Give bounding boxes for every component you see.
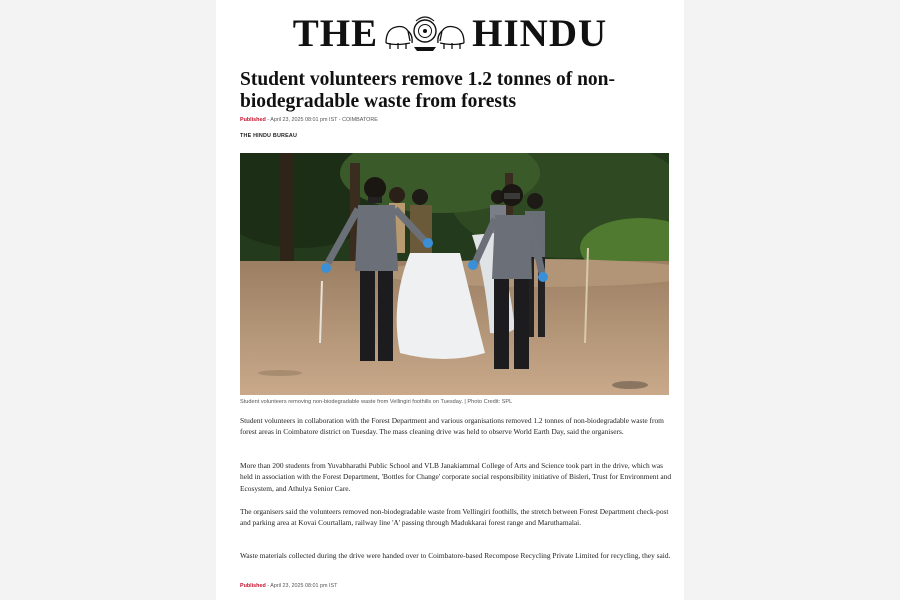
author-byline[interactable]: THE HINDU BUREAU bbox=[240, 133, 298, 139]
article-photo[interactable] bbox=[240, 153, 669, 395]
volunteers-photo-image bbox=[240, 153, 669, 395]
masthead-the: THE bbox=[292, 11, 379, 55]
photo-caption: Student volunteers removing non-biodegradable waste from Vellingiri foothills on Tuesday. | Photo Credit: SPL bbox=[240, 399, 513, 405]
masthead-hindu: HINDU bbox=[472, 11, 608, 55]
elephant-crest-emblem-icon bbox=[382, 13, 468, 53]
publish-meta bbox=[240, 117, 660, 123]
published-date-location: - April 23, 2025 08:01 pm IST - COIMBATORE bbox=[265, 117, 378, 123]
article-headline: Student volunteers remove 1.2 tonnes of non-biodegradable waste from forests bbox=[240, 69, 616, 112]
article-paragraph: Student volunteers in collaboration with the Forest Department and various organisations removed 1.2 tonnes of non-biodegradable waste from forest areas in Coimbatore district on Tuesday. The mass cleaning drive was held to observe World Earth Day, said the organisers. bbox=[240, 416, 664, 437]
article-paragraph: Waste materials collected during the drive were handed over to Coimbatore-based Recompose Recycling Private Limited for recycling, they said. bbox=[240, 551, 671, 560]
footer-published-label: Published bbox=[240, 583, 266, 589]
footer-published-date: - April 23, 2025 08:01 pm IST bbox=[265, 583, 338, 589]
article-paragraph: The organisers said the volunteers removed non-biodegradable waste from Vellingiri foothills, the stretch between Forest Department check-post and parking area at Kovai Courtallam, railway line 'A' passing through Madukkarai forest range and Maruthamalai. bbox=[240, 507, 669, 528]
masthead-logo[interactable] bbox=[216, 10, 684, 56]
footer-publish-meta bbox=[240, 583, 660, 589]
article-paragraph: More than 200 students from Yuvabharathi Public School and VLB Janakiammal College of Arts and Science took part in the drive, which was held in association with the Forest Department, 'Bottles for Change' corporate social responsibility initiative of Bisleri, Trust for Environment and Ecosystem, and Athulya Senior Care. bbox=[240, 461, 672, 493]
published-label: Published bbox=[240, 117, 266, 123]
article-page bbox=[216, 0, 684, 600]
